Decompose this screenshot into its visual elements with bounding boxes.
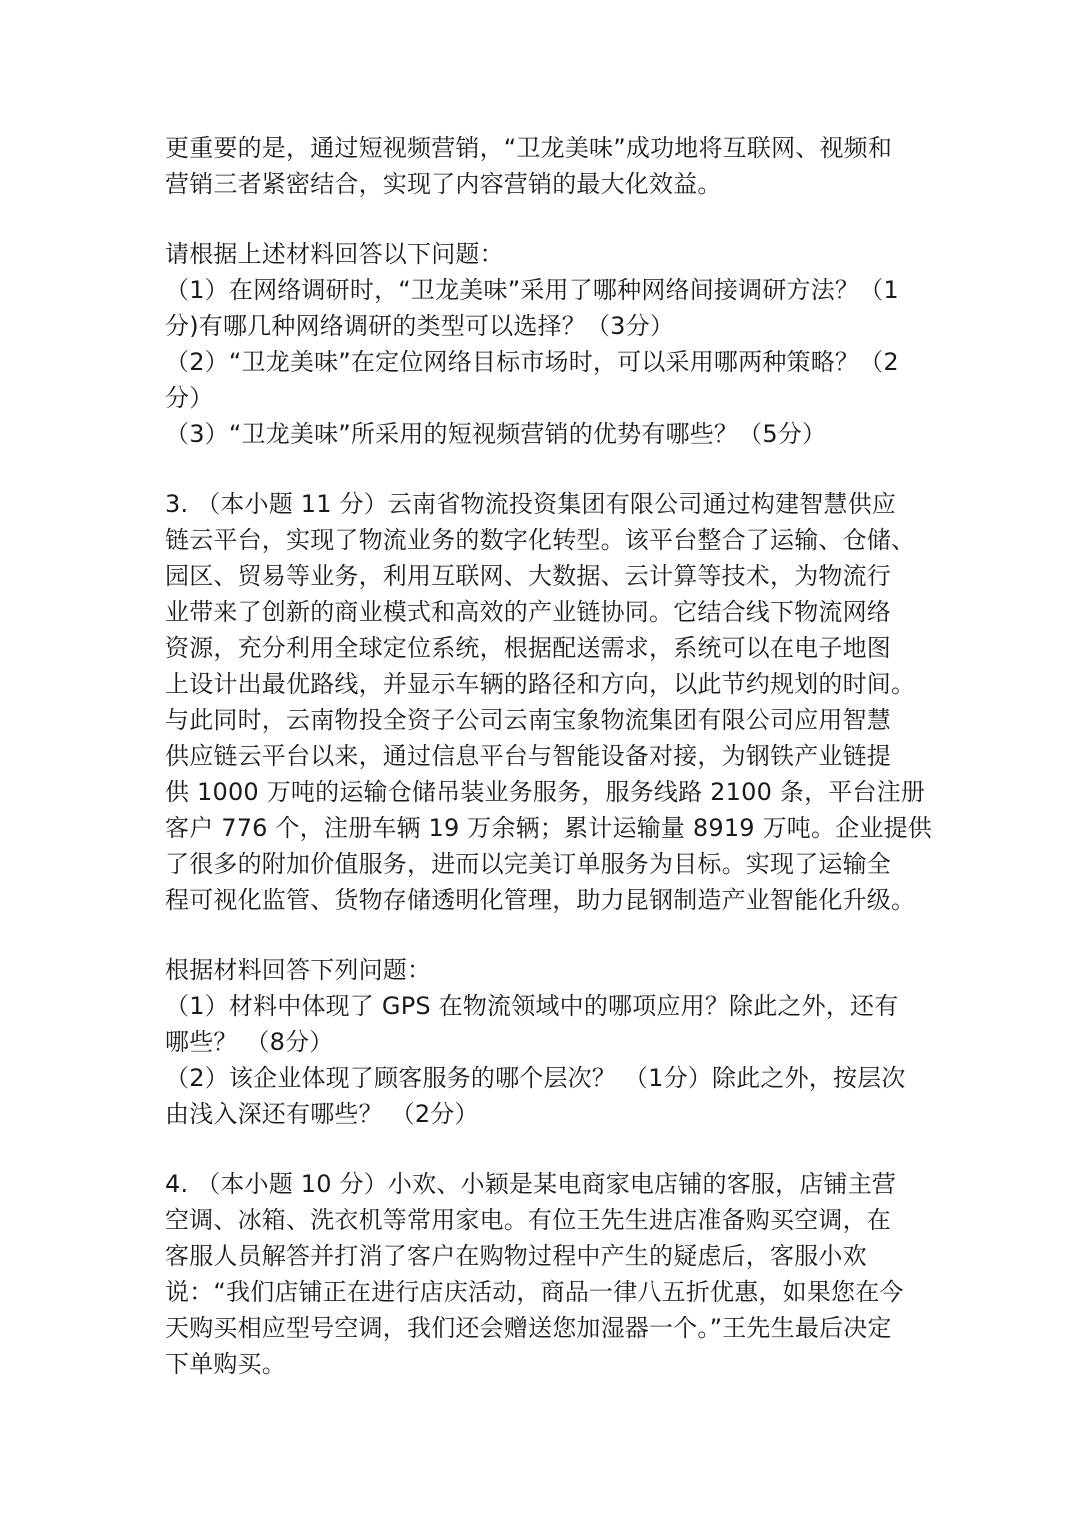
question-item: 分） [165,384,214,412]
question-3-prompts [165,952,925,1132]
text-line: 链云平台，实现了物流业务的数字化转型。该平台整合了运输、仓储、 [165,526,916,554]
question-item: （1）材料中体现了 GPS 在物流领域中的哪项应用？除此之外，还有 [165,992,899,1020]
text-line: 天购买相应型号空调，我们还会赠送您加湿器一个。”王先生最后决定 [165,1314,892,1342]
question-item: （2）“卫龙美味”在定位网络目标市场时，可以采用哪两种策略？（2 [165,348,899,376]
paragraph-gap [165,452,925,486]
text-line: 上设计出最优路线，并显示车辆的路径和方向，以此节约规划的时间。 [165,670,916,698]
text-line: 4. （本小题 10 分）小欢、小颖是某电商家电店铺的客服，店铺主营 [165,1170,897,1198]
question-item: 由浅入深还有哪些？ （2分） [165,1100,479,1128]
paragraph-gap [165,202,925,236]
text-line: 更重要的是，通过短视频营销，“卫龙美味”成功地将互联网、视频和 [165,134,893,162]
question-item: 分)有哪几种网络调研的类型可以选择？（3分） [165,312,675,340]
document-page [165,130,932,1382]
questions-heading: 根据材料回答下列问题： [165,956,432,984]
text-line: 空调、冰箱、洗衣机等常用家电。有位王先生进店准备购买空调，在 [165,1206,891,1234]
intro-paragraph [165,130,925,202]
text-line: 3. （本小题 11 分）云南省物流投资集团有限公司通过构建智慧供应 [165,490,897,518]
question-item: （1）在网络调研时，“卫龙美味”采用了哪种网络间接调研方法？（1 [165,276,899,304]
text-line: 营销三者紧密结合，实现了内容营销的最大化效益。 [165,170,722,198]
question-3-material [165,486,932,918]
question-item: （3）“卫龙美味”所采用的短视频营销的优势有哪些？（5分） [165,420,827,448]
text-line: 下单购买。 [165,1350,286,1378]
paragraph-gap [165,918,925,952]
question-4-material [165,1166,925,1382]
text-line: 了很多的附加价值服务，进而以完美订单服务为目标。实现了运输全 [165,850,891,878]
paragraph-gap [165,1132,925,1166]
text-line: 说：“我们店铺正在进行店庆活动，商品一律八五折优惠，如果您在今 [165,1278,904,1306]
text-line: 供 1000 万吨的运输仓储吊装业务服务，服务线路 2100 条，平台注册 [165,778,926,806]
question-item: 哪些？ （8分） [165,1028,334,1056]
text-line: 供应链云平台以来，通过信息平台与智能设备对接，为钢铁产业链提 [165,742,891,770]
question-2-prompts [165,236,925,452]
question-item: （2）该企业体现了顾客服务的哪个层次？ （1分）除此之外，按层次 [165,1064,906,1092]
text-line: 资源，充分利用全球定位系统，根据配送需求，系统可以在电子地图 [165,634,891,662]
text-line: 园区、贸易等业务，利用互联网、大数据、云计算等技术，为物流行 [165,562,891,590]
text-line: 程可视化监管、货物存储透明化管理，助力昆钢制造产业智能化升级。 [165,886,916,914]
text-line: 业带来了创新的商业模式和高效的产业链协同。它结合线下物流网络 [165,598,891,626]
questions-heading: 请根据上述材料回答以下问题： [165,240,504,268]
text-line: 客户 776 个，注册车辆 19 万余辆；累计运输量 8919 万吨。企业提供 [165,814,932,842]
text-line: 客服人员解答并打消了客户在购物过程中产生的疑虑后，客服小欢 [165,1242,867,1270]
text-line: 与此同时，云南物投全资子公司云南宝象物流集团有限公司应用智慧 [165,706,891,734]
